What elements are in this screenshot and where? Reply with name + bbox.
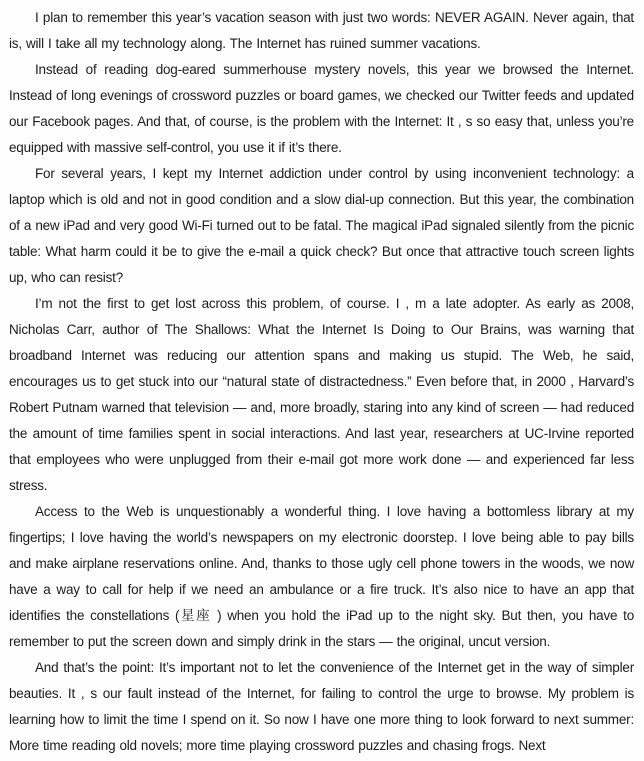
paragraph-internet-addiction: For several years, I kept my Internet addiction under control by using inconvenient technology: a laptop which is old and not in good condition and a slow dial-up connection. But this year, the combination of a new iPad and very good Wi-Fi turned out to be fatal. The magical iPad signaled silently from the picnic table: What harm could it be to give the e-mail a quick check? But once that attractive touch screen lights up, who can resist?: [9, 166, 634, 285]
paragraph-instead-of-reading: Instead of reading dog-eared summerhouse mystery novels, this year we browsed the Internet. Instead of long evenings of crossword puzzles or board games, we checked our Twitter feeds and updated our Facebook pages. And that, of course, is the problem with the Internet: It , s so easy that, unless you’re equipped with massive self-control, you use it if it’s there.: [9, 62, 634, 155]
paragraph-never-again: I plan to remember this year’s vacation season with just two words: NEVER AGAIN. Never again, that is, will I take all my technology along. The Internet has ruined summer vacations.: [9, 10, 634, 51]
paragraph-late-adopter: I’m not the first to get lost across this problem, of course. I , m a late adopter. As early as 2008, Nicholas Carr, author of The Shallows: What the Internet Is Doing to Our Brains, was warning that broadband Internet was reducing our attention spans and making us stupid. The Web, he said, encourages us to get stuck into our “natural state of distractedness.” Even before that, in 2000 , Harvard’s Robert Putnam warned that television — and, more broadly, staring into any kind of screen — had reduced the amount of time families spent in social interactions. And last year, researchers at UC-Irvine reported that employees who were unplugged from their e-mail got more work done — and experienced far less stress.: [9, 296, 634, 493]
paragraph-the-point: And that’s the point: It’s important not to let the convenience of the Internet get in the way of simpler beauties. It , s our fault instead of the Internet, for failing to control the urge to browse. My problem is learning how to limit the time I spend on it. So now I have one more thing to look forward to next summer: More time reading old novels; more time playing crossword puzzles and chasing frogs. Next: [9, 660, 634, 753]
paragraph-access-to-web: Access to the Web is unquestionably a wonderful thing. I love having a bottomless library at my fingertips; I love having the world’s newspapers on my electronic doorstep. I love being able to pay bills and make airplane reservations online. And, thanks to those ugly cell phone towers in the woods, we now have a way to call for help if we need an ambulance or a fire truck. It’s also nice to have an app that identifies the constellations (星座 ) when you hold the iPad up to the night sky. But then, you have to remember to put the screen down and simply drink in the stars — the original, uncut version.: [9, 504, 634, 649]
